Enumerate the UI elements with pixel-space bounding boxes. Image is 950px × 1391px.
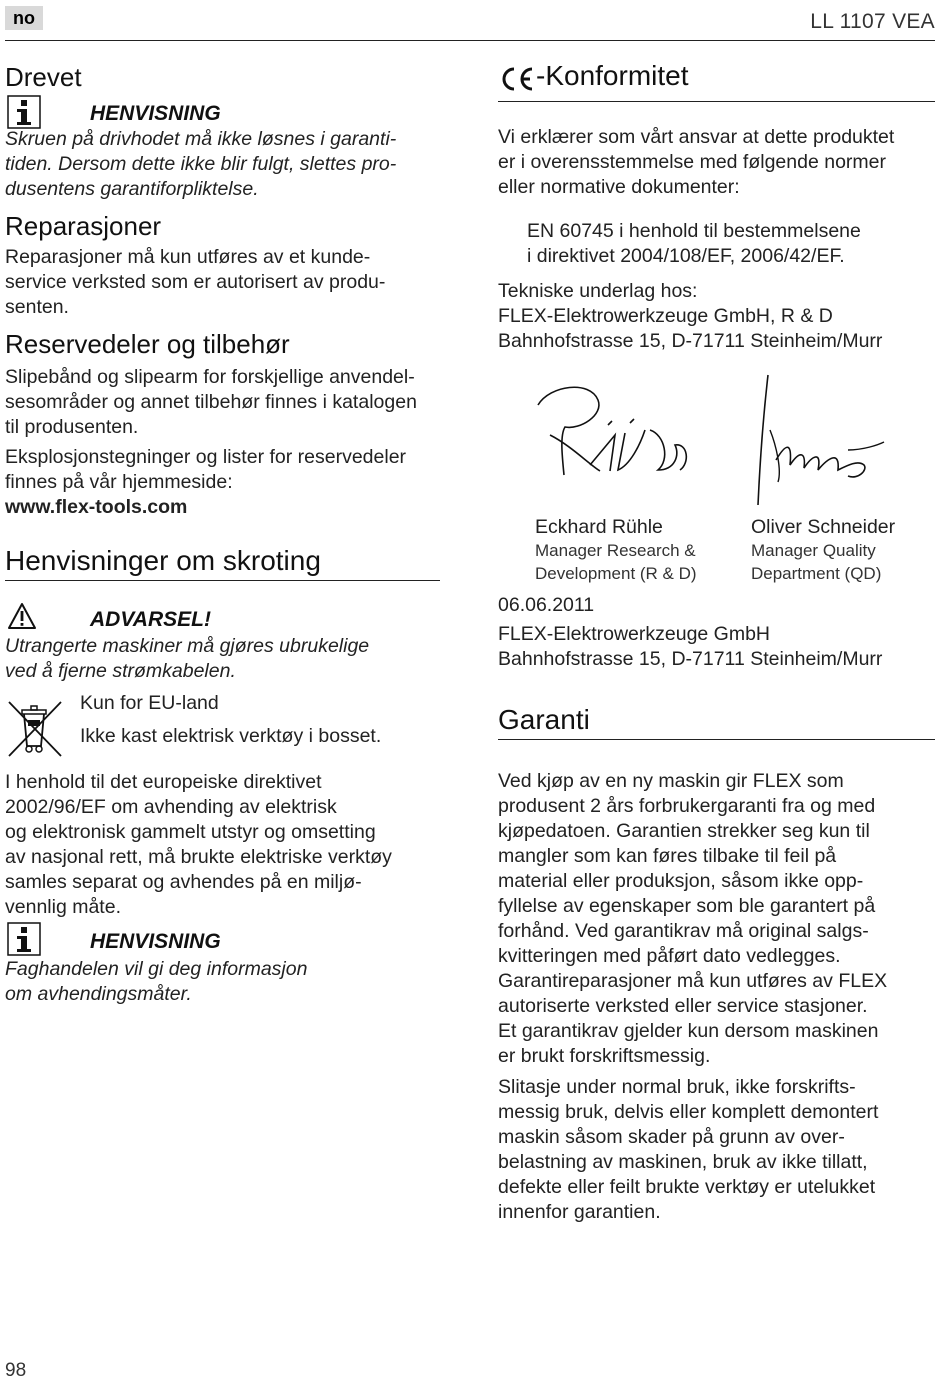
text-line: Vi erklærer som vårt ansvar at dette produktet [498,126,895,148]
text-line: Slitasje under normal bruk, ikke forskrifts- [498,1076,856,1098]
reservedeler-text [5,365,417,520]
issuer-address: Bahnhofstrasse 15, D-71711 Steinheim/Murr [498,648,883,670]
text-line: i direktivet 2004/108/EF, 2006/42/EF. [527,245,845,267]
text-line: messig bruk, delvis eller komplett demontert [498,1101,879,1123]
reparasjoner-text [5,245,385,320]
text-line: Bahnhofstrasse 15, D-71711 Steinheim/Murr [498,330,883,352]
info-icon [7,95,41,129]
text-line: senten. [5,296,69,318]
directive-text [5,770,392,920]
text-line: dusentens garantiforpliktelse. [5,178,259,200]
text-line: Skruen på drivhodet må ikke løsnes i garanti- [5,128,397,150]
language-tab: no [5,6,43,30]
garanti-text [498,769,887,1225]
text-line: fyllelse av egenskaper som ble garantert på [498,895,876,917]
ce-title-text: -Konformitet [536,60,689,91]
text-line: material eller produksjon, såsom ikke opp- [498,870,864,892]
text-line: Et garantikrav gjelder kun dersom maskinen [498,1020,879,1042]
text-line: maskin såsom skader på grunn av over- [498,1126,845,1148]
model-number: LL 1107 VEA [810,10,935,33]
signature-ruehle-image [530,375,700,485]
text-line: defekte eller feilt brukte verktøy er utelukket [498,1176,876,1198]
no-trash-text: Ikke kast elektrisk verktøy i bosset. [80,725,382,747]
signer-name: Eckhard Rühle [535,516,663,538]
info-icon [7,922,41,956]
ce-mark-icon [498,65,536,93]
text-line: ved å fjerne strømkabelen. [5,660,236,682]
text-line: Utrangerte maskiner må gjøres ubrukelige [5,635,370,657]
section-title-garanti: Garanti [498,705,935,740]
notice-label: HENVISNING [90,930,221,953]
text-line: EN 60745 i henhold til bestemmelsene [527,220,861,242]
warning-text [5,634,369,684]
text-line: Tekniske underlag hos: [498,280,698,302]
text-line: Ved kjøp av en ny maskin gir FLEX som [498,770,844,792]
signer-ruehle [535,515,697,585]
ce-intro-text [498,125,894,200]
warning-label: ADVARSEL! [90,608,211,631]
section-title-ce [498,60,935,102]
text-line: er i overensstemmelse med følgende normer [498,151,886,173]
text-line: kvitteringen med påført dato vedlegges. [498,945,841,967]
text-line: Slipebånd og slipearm for forskjellige anvendel- [5,366,415,388]
signer-role: Manager Research & [535,541,696,560]
text-line: Eksplosjonstegninger og lister for reservedeler [5,446,407,468]
issue-date: 06.06.2011 [498,594,595,616]
text-line: mangler som kan føres tilbake til feil på [498,845,837,867]
text-line: 2002/96/EF om avhending av elektrisk [5,796,337,818]
disposal-notice-text [5,957,307,1007]
issuer-company: FLEX-Elektrowerkzeuge GmbH [498,623,771,645]
text-line: Faghandelen vil gi deg informasjon [5,958,308,980]
text-line: Garantireparasjoner må kun utføres av FLEX [498,970,888,992]
text-line: produsent 2 års forbrukergaranti fra og med [498,795,876,817]
text-line: finnes på vår hjemmeside: [5,471,233,493]
website-link[interactable]: www.flex-tools.com [5,496,188,518]
ce-tech-docs [498,279,882,354]
text-line: innenfor garantien. [498,1201,661,1223]
signer-name: Oliver Schneider [751,516,896,538]
section-title-skroting: Henvisninger om skroting [5,546,440,581]
text-line: vennlig måte. [5,896,121,918]
drevet-text [5,127,396,202]
text-line: service verksted som er autorisert av produ- [5,271,386,293]
signer-role: Manager Quality [751,541,876,560]
section-title-drevet: Drevet [5,62,82,92]
ce-standard-text [527,219,861,269]
text-line: samles separat og avhendes på en miljø- [5,871,362,893]
text-line: kjøpedatoen. Garantien strekker seg kun til [498,820,870,842]
text-line: tiden. Dersom dette ikke blir fulgt, slettes pro- [5,153,397,175]
text-line: Reparasjoner må kun utføres av et kunde- [5,246,371,268]
text-line: og elektronisk gammelt utstyr og omsetting [5,821,376,843]
text-line: belastning av maskinen, bruk av ikke tillatt, [498,1151,868,1173]
text-line: I henhold til det europeiske direktivet [5,771,322,793]
text-line: forhånd. Ved garantikrav må original salgs- [498,920,869,942]
weee-crossed-bin-icon [5,696,67,760]
section-title-reservedeler: Reservedeler og tilbehør [5,329,290,359]
section-title-reparasjoner: Reparasjoner [5,211,162,241]
signature-schneider-image [748,370,888,510]
header-rule [5,40,935,41]
page-number: 98 [5,1360,27,1381]
text-line: eller normative dokumenter: [498,176,740,198]
signer-schneider [751,515,895,585]
text-line: autoriserte verksted eller service stasjoner. [498,995,868,1017]
ce-issue-block [498,593,882,672]
eu-only-text: Kun for EU-land [80,692,219,714]
notice-label: HENVISNING [90,102,221,125]
signer-role: Development (R & D) [535,564,697,583]
text-line: av nasjonal rett, må brukte elektriske verktøy [5,846,392,868]
text-line: er brukt forskriftsmessig. [498,1045,711,1067]
text-line: FLEX-Elektrowerkzeuge GmbH, R & D [498,305,833,327]
signer-role: Department (QD) [751,564,882,583]
text-line: om avhendingsmåter. [5,983,192,1005]
warning-icon [7,602,37,630]
text-line: sesområder og annet tilbehør finnes i katalogen [5,391,417,413]
text-line: til produsenten. [5,416,139,438]
